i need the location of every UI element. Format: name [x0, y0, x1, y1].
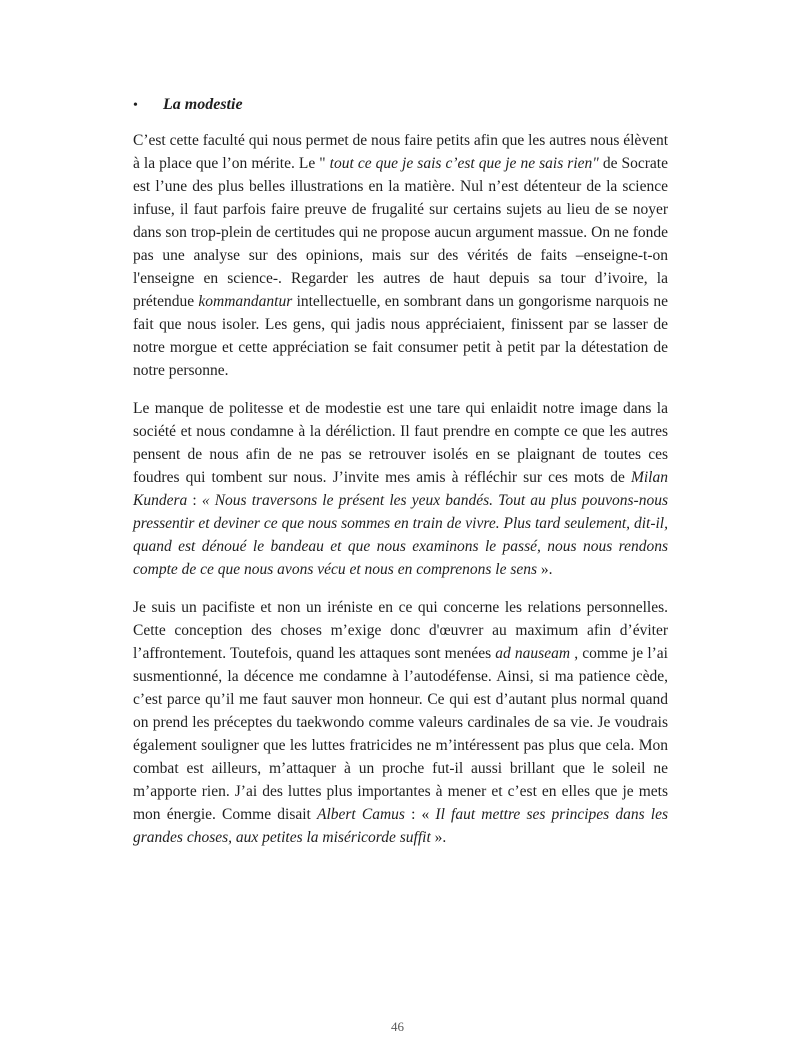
italic-text-run: ad nauseam: [495, 645, 571, 662]
italic-text-run: « Nous traversons le présent les yeux bandés. Tout au plus pouvons-nous pressentir et deviner ce que nous sommes en train de vivre. Plus tard seulement, dit-il, quand est dénoué le bandeau et que nous examinons le passé, nous nous rendons compte de ce que nous avons vécu et nous en comprenons le sens: [133, 492, 668, 578]
italic-text-run: kommandantur: [198, 293, 293, 310]
text-run: intellectuelle, en sombrant dans un gongorisme narquois ne fait que nous isoler. Les gens, qui jadis nous appréciaient, finissent par se lasser de notre morgue et cette appréciation se fait consumer petit à petit par la détestation de notre personne.: [133, 293, 668, 379]
text-run: Le manque de politesse et de modestie est une tare qui enlaidit notre image dans la société et nous condamne à la déréliction. Il faut prendre en compte ce que les autres pensent de nous afin de ne pas se retrouver isolés en se plaignant de toutes ces foudres qui tombent sur nous. J’invite mes amis à réfléchir sur ces mots de: [133, 400, 668, 486]
section-heading: [133, 96, 668, 114]
paragraph: [133, 596, 668, 849]
text-run: ».: [430, 829, 447, 846]
text-run: C’est cette faculté qui nous permet de nous faire petits afin que les autres nous élèvent à la place que l’on mérite. Le ": [133, 132, 668, 172]
text-run: : «: [404, 806, 436, 823]
page-number: 46: [391, 1019, 404, 1034]
body-text: [133, 129, 668, 849]
bullet-icon: •: [133, 98, 138, 113]
text-run: de Socrate est l’une des plus belles illustrations en la matière. Nul n’est détenteur de la science infuse, il faut parfois faire preuve de frugalité sur certains sujets au lieu de se noyer dans son trop-plein de certitudes qui ne propose aucun argument massue. On ne fonde pas une analyse sur des opinions, mais sur des vérités de faits –enseigne-t-on l'enseigne en science-. Regarder les autres de haut depuis sa tour d’ivoire, la prétendue: [133, 155, 668, 310]
paragraph: [133, 129, 668, 382]
italic-text-run: Milan Kundera: [133, 469, 668, 509]
italic-text-run: Albert Camus: [316, 806, 405, 823]
italic-text-run: Il faut mettre ses principes dans les grandes choses, aux petites la miséricorde suffit: [133, 806, 668, 846]
text-run: , comme je l’ai susmentionné, la décence me condamne à l’autodéfense. Ainsi, si ma patience cède, c’est parce qu’il me faut sauver mon honneur. Ce qui est d’autant plus normal quand on prend les préceptes du taekwondo comme valeurs cardinales de sa vie. Je voudrais également souligner que les luttes fratricides ne m’intéressent pas plus que cela. Mon combat est ailleurs, m’attaquer à un proche fut-il aussi brillant que le soleil ne m’apporte rien. J’ai des luttes plus importantes à mener et c’est en elles que je mets mon énergie. Comme disait: [133, 645, 668, 823]
italic-text-run: tout ce que je sais c’est que je ne sais rien": [329, 155, 599, 172]
text-run: Je suis un pacifiste et non un iréniste en ce qui concerne les relations personnelles. Cette conception des choses m’exige donc d'œuvrer au maximum afin d’éviter l’affrontement. Toutefois, quand les attaques sont menées: [133, 599, 668, 662]
text-run: ».: [537, 561, 553, 578]
section-title: La modestie: [163, 96, 243, 113]
paragraph: [133, 397, 668, 581]
text-run: :: [187, 492, 202, 509]
